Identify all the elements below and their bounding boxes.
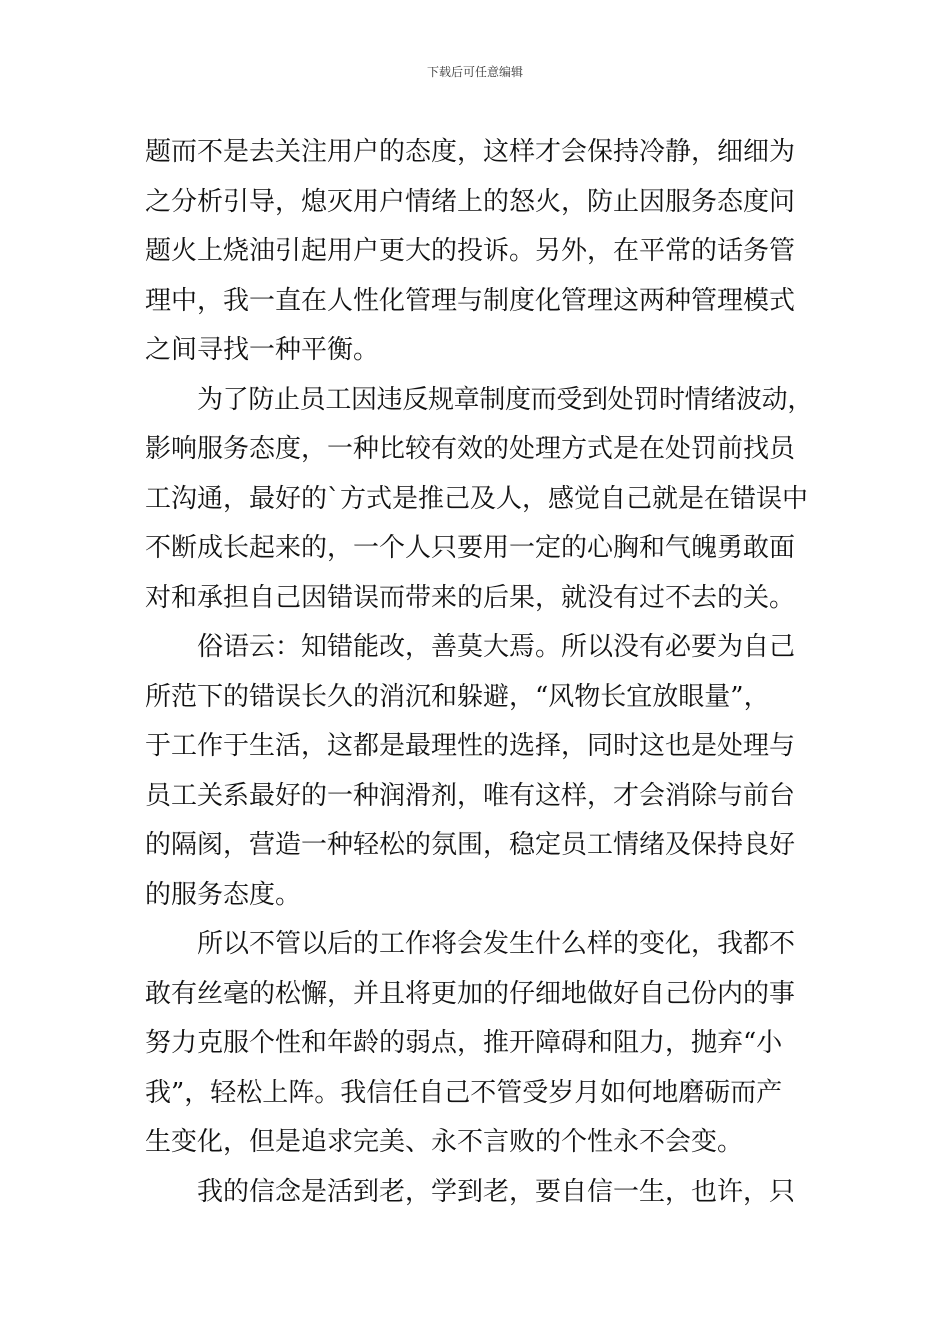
text-line: 员工关系最好的一种润滑剂，唯有这样，才会消除与前台 (145, 780, 796, 811)
text-line: 所范下的错误长久的消沉和躲避，“风物长宜放眼量”， (145, 681, 770, 712)
text-line: 理中，我一直在人性化管理与制度化管理这两种管理模式 (145, 285, 796, 316)
text-line: 我”，轻松上阵。我信任自己不管受岁月如何地磨砺而产 (145, 1077, 783, 1108)
text-line: 所以不管以后的工作将会发生什么样的变化，我都不 (197, 929, 796, 959)
text-line: 不断成长起来的，一个人只要用一定的心胸和气魄勇敢面 (145, 533, 796, 563)
page-header-note: 下载后可任意编辑 (426, 65, 523, 79)
text-line: 题而不是去关注用户的态度，这样才会保持冷静，细细为 (145, 137, 796, 167)
text-line: 于工作于生活，这都是最理性的选择，同时这也是处理与 (145, 731, 796, 761)
text-line: 我的信念是活到老，学到老，要自信一生，也许，只 (197, 1176, 796, 1207)
text-line: 工沟通，最好的`方式是推己及人，感觉自己就是在错误中 (145, 483, 809, 514)
text-line: 的服务态度。 (145, 879, 302, 910)
text-line: 之分析引导，熄灭用户情绪上的怒火，防止因服务态度问 (145, 186, 796, 217)
text-line: 生变化，但是追求完美、永不言败的个性永不会变。 (145, 1127, 744, 1157)
text-line: 题火上烧油引起用户更大的投诉。另外，在平常的话务管 (145, 236, 796, 266)
text-line: 敢有丝毫的松懈，并且将更加的仔细地做好自己份内的事 (145, 978, 796, 1009)
document-body (145, 128, 813, 1217)
text-line: 为了防止员工因违反规章制度而受到处罚时情绪波动， (197, 384, 813, 415)
text-line: 之间寻找一种平衡。 (145, 335, 380, 365)
text-line: 对和承担自己因错误而带来的后果，就没有过不去的关。 (145, 582, 796, 613)
text-line: 的隔阂，营造一种轻松的氛围，稳定员工情绪及保持良好 (145, 830, 796, 860)
text-line: 影响服务态度，一种比较有效的处理方式是在处罚前找员 (145, 434, 796, 464)
text-line: 努力克服个性和年龄的弱点，推开障碍和阻力，抛弃“小 (145, 1028, 783, 1058)
text-line: 俗语云：知错能改，善莫大焉。所以没有必要为自己 (197, 632, 796, 662)
